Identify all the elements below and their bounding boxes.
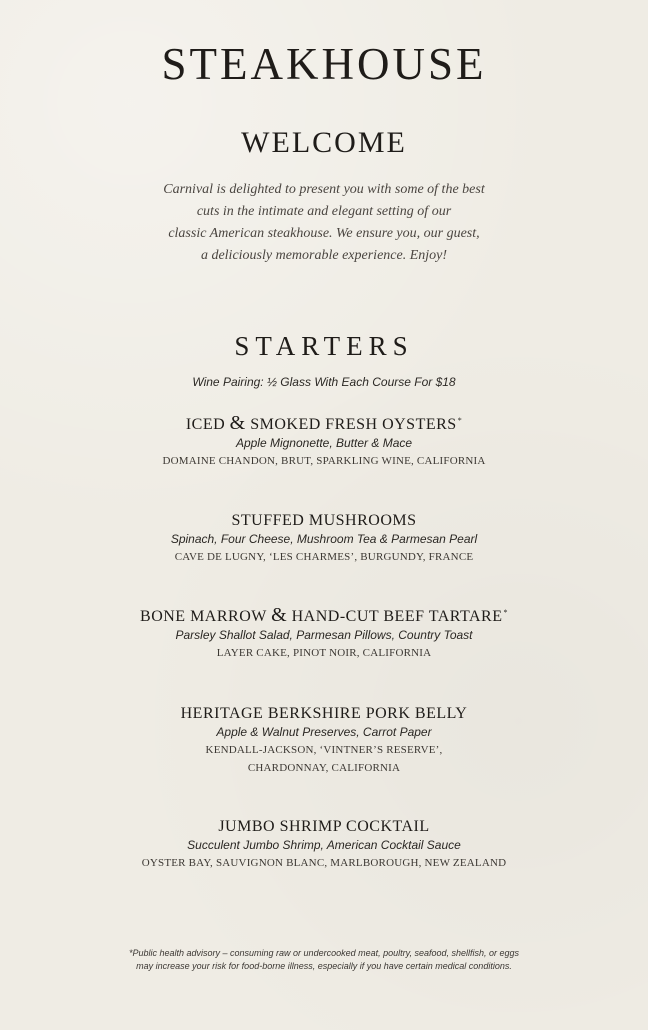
- health-advisory: [0, 947, 648, 973]
- menu-item: [0, 605, 648, 662]
- wine-pairing: KENDALL-JACKSON, ‘VINTNER’S RESERVE’,: [205, 744, 443, 756]
- menu-item: [0, 413, 648, 470]
- welcome-line: cuts in the intimate and elegant setting of our: [196, 204, 452, 219]
- advisory-marker: *: [503, 608, 508, 617]
- welcome-line: a deliciously memorable experience. Enjoy!: [200, 248, 448, 263]
- starters-title: STARTERS: [234, 331, 414, 361]
- menu-item: [0, 511, 648, 566]
- dish-name-part: BONE MARROW: [140, 608, 272, 625]
- wine-pairing: LAYER CAKE, PINOT NOIR, CALIFORNIA: [216, 647, 432, 659]
- menu-item: [0, 817, 648, 872]
- dish-name-ampersand: &: [229, 412, 246, 434]
- health-advisory-line: may increase your risk for food-borne illness, especially if you have certain medical conditions.: [136, 961, 512, 971]
- welcome-title: WELCOME: [241, 126, 407, 159]
- restaurant-name: STEAKHOUSE: [161, 39, 487, 89]
- dish-name-part: SMOKED FRESH OYSTERS: [245, 416, 457, 433]
- dish-name-ampersand: &: [271, 604, 288, 626]
- welcome-paragraph: [0, 179, 648, 267]
- welcome-line: Carnival is delighted to present you with some of the best: [163, 182, 485, 197]
- welcome-line: classic American steakhouse. We ensure you, our guest,: [168, 226, 480, 241]
- dish-name-part: STUFFED MUSHROOMS: [231, 512, 417, 529]
- dish-description: Apple Mignonette, Butter & Mace: [235, 436, 413, 450]
- wine-pairing: CHARDONNAY, CALIFORNIA: [247, 762, 401, 774]
- health-advisory-line: *Public health advisory – consuming raw or undercooked meat, poultry, seafood, shellfish, or eggs: [128, 948, 520, 958]
- dish-name: [0, 605, 648, 627]
- dish-name-part: JUMBO SHRIMP COCKTAIL: [218, 818, 430, 835]
- dish-name: [0, 704, 648, 724]
- wine-pairing: CAVE DE LUGNY, ‘LES CHARMES’, BURGUNDY, FRANCE: [174, 551, 474, 563]
- dish-name-part: HERITAGE BERKSHIRE PORK BELLY: [180, 705, 468, 722]
- advisory-marker: *: [457, 416, 463, 425]
- menu-item: [0, 704, 648, 777]
- dish-description: Spinach, Four Cheese, Mushroom Tea & Parmesan Pearl: [170, 532, 478, 546]
- dish-name: [0, 817, 648, 837]
- dish-description: Apple & Walnut Preserves, Carrot Paper: [216, 725, 432, 739]
- dish-description: Parsley Shallot Salad, Parmesan Pillows, Country Toast: [175, 628, 473, 642]
- dish-name: [0, 511, 648, 531]
- dish-name-part: ICED: [185, 416, 230, 433]
- wine-pairing-note: Wine Pairing: ½ Glass With Each Course For $18: [192, 375, 456, 389]
- dish-description: Succulent Jumbo Shrimp, American Cocktail Sauce: [187, 838, 461, 852]
- dish-name-part: HAND-CUT BEEF TARTARE: [287, 608, 503, 625]
- wine-pairing: OYSTER BAY, SAUVIGNON BLANC, MARLBOROUGH, NEW ZEALAND: [141, 857, 507, 869]
- wine-pairing: DOMAINE CHANDON, BRUT, SPARKLING WINE, CALIFORNIA: [162, 455, 486, 467]
- dish-name: [0, 413, 648, 435]
